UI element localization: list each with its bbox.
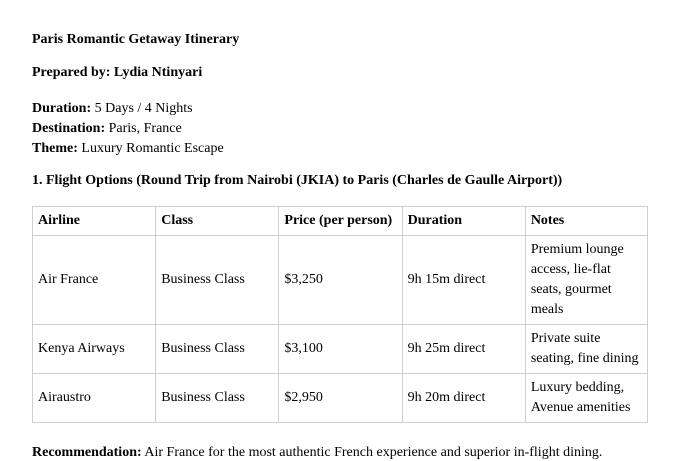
cell-price: $3,100: [279, 325, 402, 374]
cell-airline: Airaustro: [33, 374, 156, 423]
cell-duration: 9h 20m direct: [402, 374, 525, 423]
cell-class: Business Class: [156, 325, 279, 374]
cell-airline: Kenya Airways: [33, 325, 156, 374]
header-class: Class: [156, 207, 279, 236]
table-row: [33, 325, 648, 374]
table-header-row: [33, 207, 648, 236]
header-duration: Duration: [402, 207, 525, 236]
cell-duration: 9h 15m direct: [402, 236, 525, 325]
header-price: Price (per person): [279, 207, 402, 236]
cell-notes: Private suite seating, fine dining: [525, 325, 647, 374]
theme-label: Theme:: [32, 141, 78, 156]
header-airline: Airline: [33, 207, 156, 236]
cell-price: $3,250: [279, 236, 402, 325]
duration-label: Duration:: [32, 101, 92, 116]
table-row: [33, 374, 648, 423]
recommendation-label: Recommendation:: [32, 445, 142, 460]
cell-duration: 9h 25m direct: [402, 325, 525, 374]
cell-class: Business Class: [156, 236, 279, 325]
cell-airline: Air France: [33, 236, 156, 325]
trip-details: [32, 99, 224, 159]
flight-options-heading: 1. Flight Options (Round Trip from Nairobi (JKIA) to Paris (Charles de Gaulle Airport)): [32, 173, 563, 188]
cell-class: Business Class: [156, 374, 279, 423]
duration-value: 5 Days / 4 Nights: [94, 101, 193, 116]
theme-value: Luxury Romantic Escape: [81, 141, 224, 156]
duration-line: [32, 99, 224, 119]
cell-notes: Premium lounge access, lie-flat seats, gourmet meals: [525, 236, 647, 325]
header-notes: Notes: [525, 207, 647, 236]
cell-notes: Luxury bedding, Avenue amenities: [525, 374, 647, 423]
destination-value: Paris, France: [108, 121, 182, 136]
prepared-by: Prepared by: Lydia Ntinyari: [32, 65, 203, 80]
flight-options-table: [32, 206, 648, 423]
document-title: Paris Romantic Getaway Itinerary: [32, 32, 240, 47]
theme-line: [32, 139, 224, 159]
destination-line: [32, 119, 224, 139]
recommendation-text: Air France for the most authentic French experience and superior in-flight dining.: [144, 445, 603, 460]
destination-label: Destination:: [32, 121, 106, 136]
cell-price: $2,950: [279, 374, 402, 423]
table-row: [33, 236, 648, 325]
